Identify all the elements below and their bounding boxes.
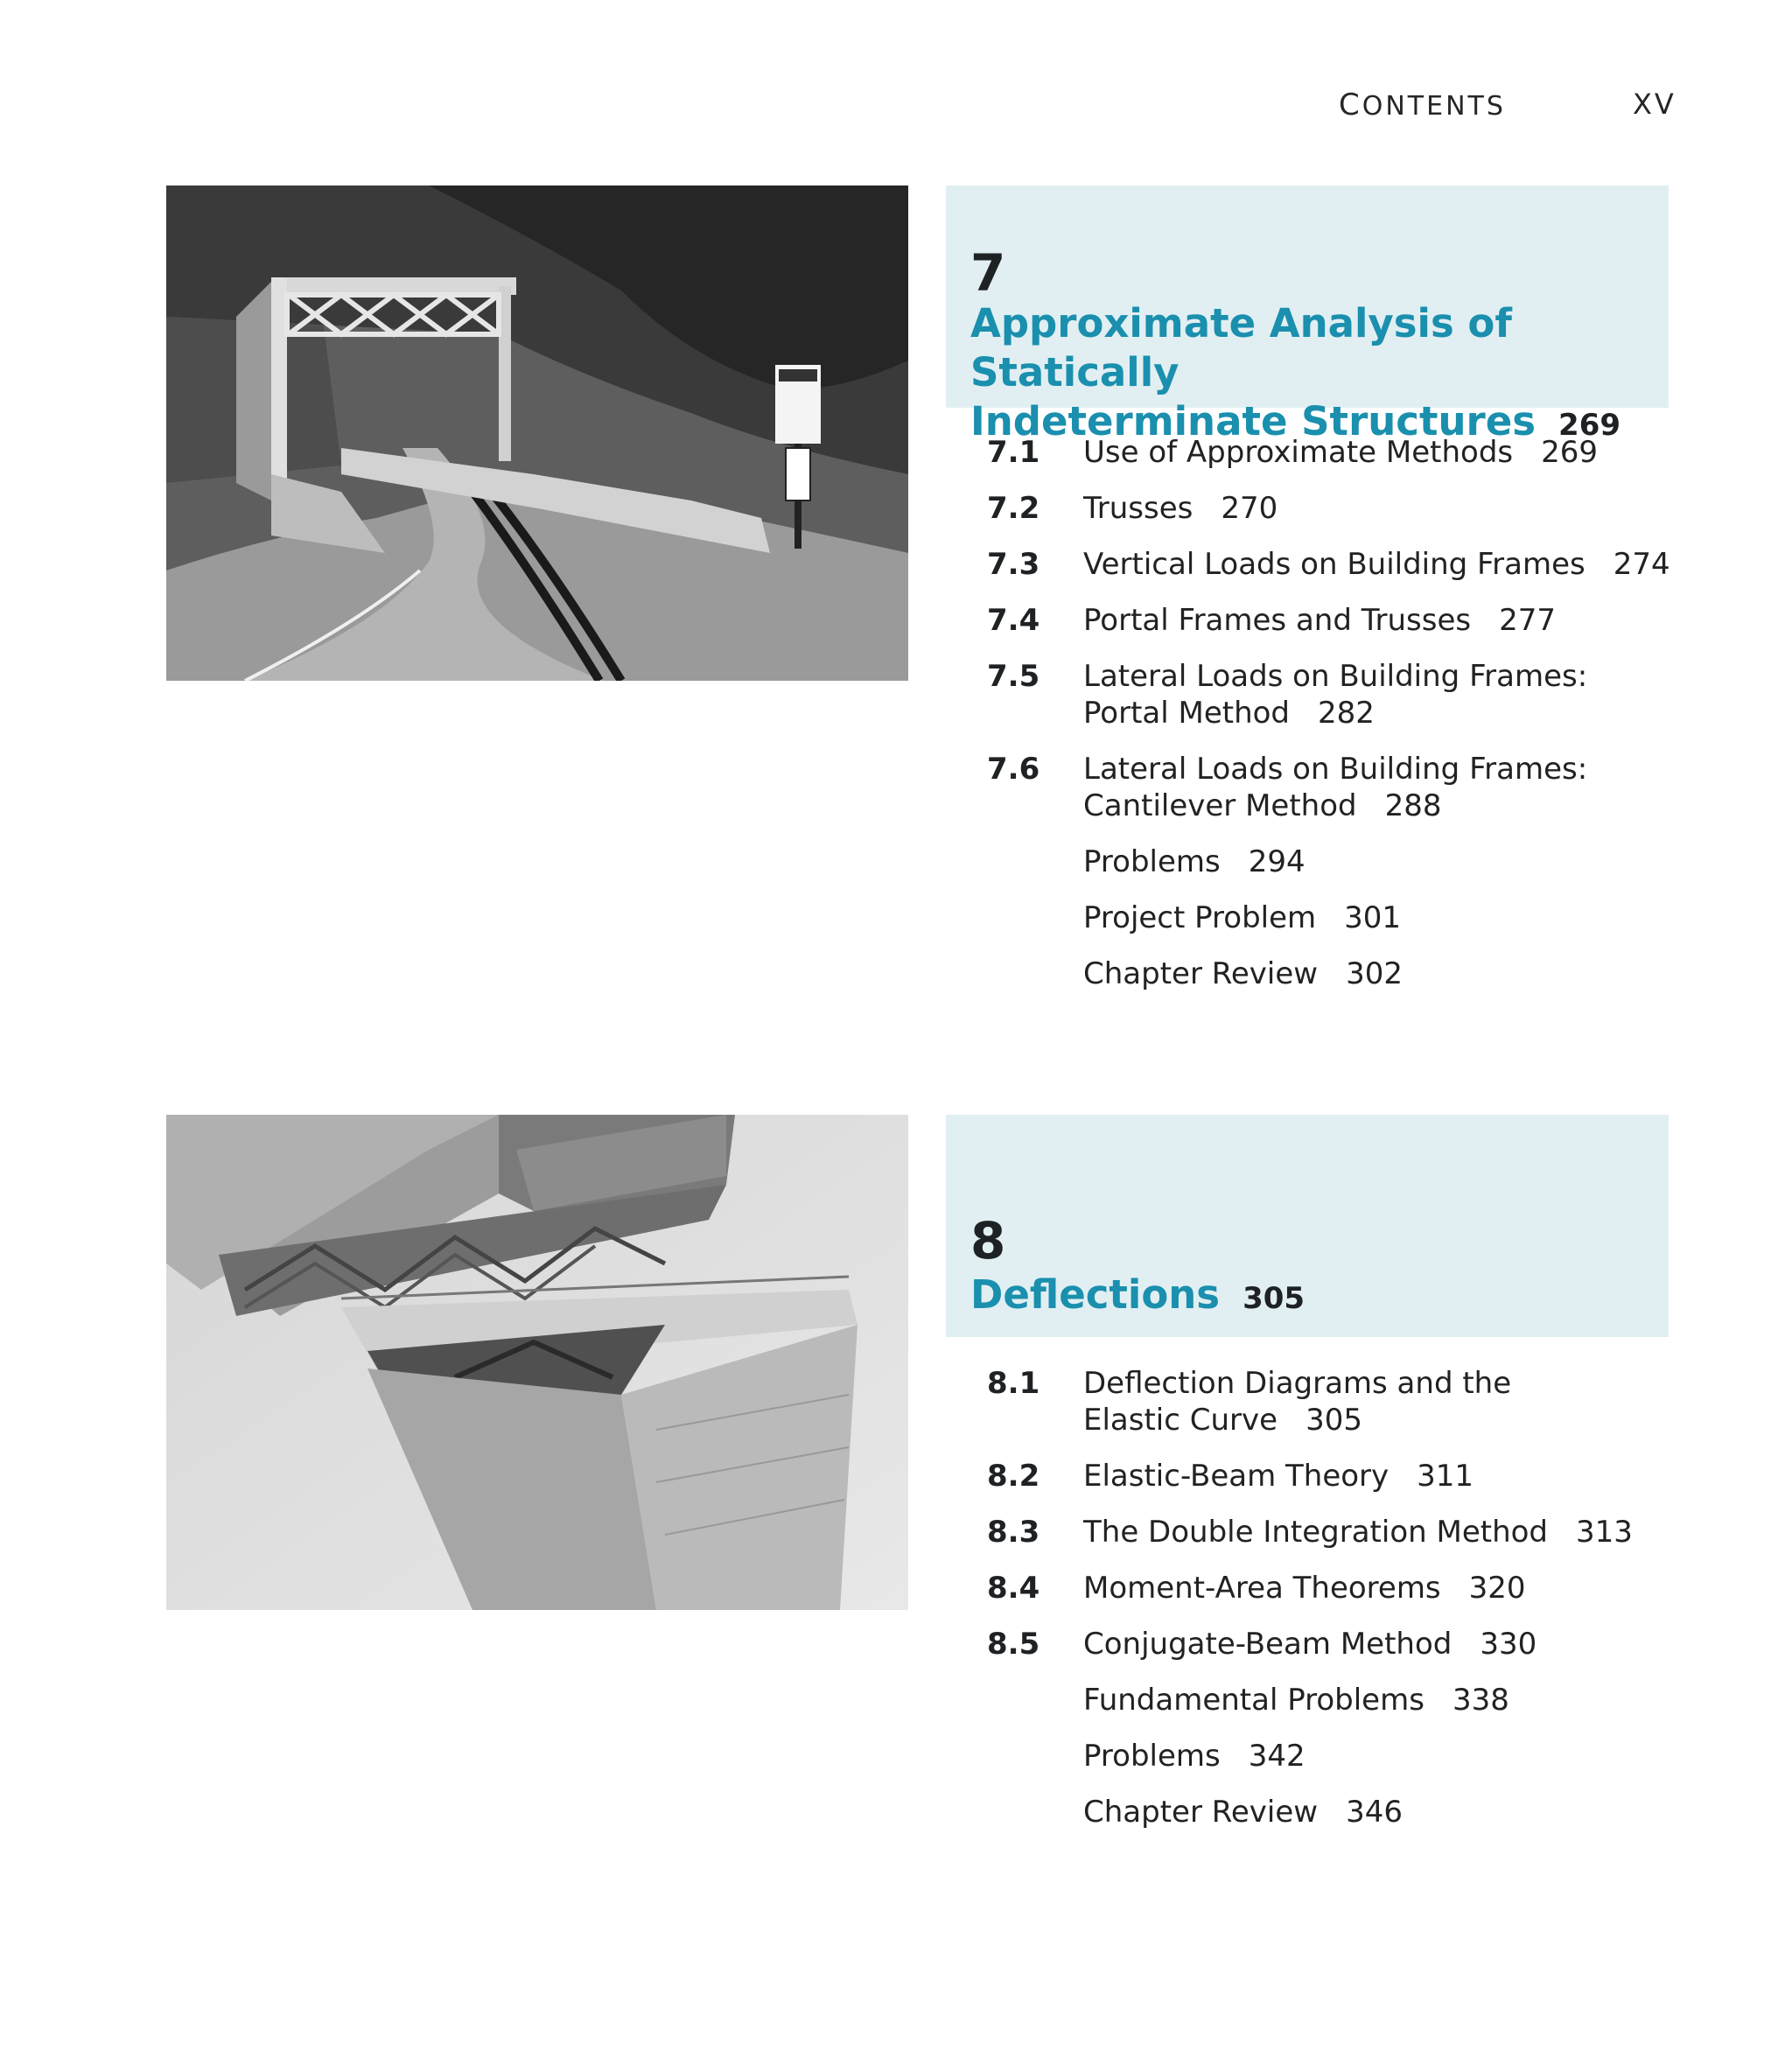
chapter-title-line1: Approximate Analysis of Statically xyxy=(970,300,1512,396)
section-title: Deflection Diagrams and the Elastic Curve 305 xyxy=(1083,1366,1512,1438)
section-number: 7.6 xyxy=(987,752,1040,787)
toc-entry-7-1[interactable] xyxy=(987,434,1670,471)
chapter-7-header xyxy=(946,186,1669,444)
section-page: 294 xyxy=(1248,844,1306,879)
toc-entry-7-chapter-review[interactable] xyxy=(987,956,1670,992)
chapter-page: 269 xyxy=(1558,408,1621,443)
section-title: Trusses 270 xyxy=(1083,491,1278,526)
section-number: 8.2 xyxy=(987,1459,1040,1494)
section-title: The Double Integration Method 313 xyxy=(1083,1515,1633,1550)
chapter-number: 8 xyxy=(970,1211,1006,1270)
section-page: 302 xyxy=(1346,956,1403,991)
toc-entry-8-problems[interactable] xyxy=(987,1738,1670,1774)
chapter-8-header xyxy=(946,1115,1669,1337)
chapter-title-line1: Deflections xyxy=(970,1271,1221,1318)
section-number: 7.1 xyxy=(987,435,1040,470)
section-title: Project Problem 301 xyxy=(1083,900,1402,935)
section-title: Vertical Loads on Building Frames 274 xyxy=(1083,547,1670,582)
concrete-pier-illustration xyxy=(166,1115,908,1610)
chapter-7-section-list xyxy=(987,434,1670,1012)
section-page: 270 xyxy=(1221,491,1278,526)
chapter-title-line2: Indeterminate Structures xyxy=(970,398,1536,444)
section-page: 311 xyxy=(1417,1459,1474,1494)
section-page: 346 xyxy=(1346,1795,1403,1830)
section-title: Lateral Loads on Building Frames: Cantilever Method 288 xyxy=(1083,752,1588,823)
section-title: Chapter Review 302 xyxy=(1083,956,1403,991)
section-number: 8.4 xyxy=(987,1571,1040,1606)
section-number: 7.5 xyxy=(987,659,1040,694)
section-page: 277 xyxy=(1499,603,1556,638)
section-page: 313 xyxy=(1576,1515,1633,1550)
toc-entry-8-2[interactable] xyxy=(987,1458,1670,1494)
toc-entry-8-5[interactable] xyxy=(987,1626,1670,1662)
section-title: Problems 342 xyxy=(1083,1739,1306,1774)
section-page: 305 xyxy=(1306,1403,1362,1438)
chapter-number: 7 xyxy=(970,243,1006,303)
section-title: Portal Frames and Trusses 277 xyxy=(1083,603,1556,638)
section-page: 301 xyxy=(1344,900,1402,935)
section-page: 330 xyxy=(1480,1627,1537,1662)
section-title: Conjugate-Beam Method 330 xyxy=(1083,1627,1537,1662)
section-number: 7.3 xyxy=(987,547,1040,582)
chapter-8-section-list xyxy=(987,1365,1670,1850)
truss-bridge-illustration xyxy=(166,186,908,681)
chapter-page: 305 xyxy=(1242,1281,1306,1316)
toc-entry-8-3[interactable] xyxy=(987,1514,1670,1550)
chapter-title[interactable] xyxy=(970,1270,1662,1323)
section-title: Fundamental Problems 338 xyxy=(1083,1683,1509,1718)
section-number: 8.5 xyxy=(987,1627,1040,1662)
truss-bridge-photo xyxy=(166,186,908,681)
chapter-title[interactable] xyxy=(970,299,1662,450)
toc-entry-7-4[interactable] xyxy=(987,602,1670,639)
page-number: XV xyxy=(1633,88,1676,121)
toc-entry-8-chapter-review[interactable] xyxy=(987,1794,1670,1830)
toc-entry-7-6[interactable] xyxy=(987,751,1670,824)
section-page: 269 xyxy=(1541,435,1599,470)
section-title: Problems 294 xyxy=(1083,844,1306,879)
section-title: Elastic-Beam Theory 311 xyxy=(1083,1459,1474,1494)
toc-entry-8-4[interactable] xyxy=(987,1570,1670,1606)
toc-entry-8-fundamental-problems[interactable] xyxy=(987,1682,1670,1718)
section-page: 338 xyxy=(1452,1683,1509,1718)
section-page: 320 xyxy=(1468,1571,1526,1606)
section-title: Chapter Review 346 xyxy=(1083,1795,1403,1830)
section-title: Lateral Loads on Building Frames: Portal Method 282 xyxy=(1083,659,1588,731)
toc-entry-7-project-problem[interactable] xyxy=(987,900,1670,936)
running-head-initial: C xyxy=(1339,88,1362,122)
section-page: 288 xyxy=(1384,788,1442,823)
section-title: Moment-Area Theorems 320 xyxy=(1083,1571,1526,1606)
toc-entry-7-3[interactable] xyxy=(987,546,1670,583)
toc-entry-8-1[interactable] xyxy=(987,1365,1670,1438)
section-number: 7.2 xyxy=(987,491,1040,526)
section-title: Use of Approximate Methods 269 xyxy=(1083,435,1599,470)
section-page: 274 xyxy=(1613,547,1670,582)
section-number: 8.1 xyxy=(987,1366,1040,1401)
running-head xyxy=(1339,88,1506,122)
section-number: 8.3 xyxy=(987,1515,1040,1550)
toc-entry-7-2[interactable] xyxy=(987,490,1670,527)
section-page: 342 xyxy=(1248,1739,1306,1774)
concrete-pier-photo xyxy=(166,1115,908,1610)
section-number: 7.4 xyxy=(987,603,1040,638)
section-page: 282 xyxy=(1318,696,1375,731)
toc-entry-7-problems[interactable] xyxy=(987,844,1670,880)
toc-entry-7-5[interactable] xyxy=(987,658,1670,732)
running-head-rest: ONTENTS xyxy=(1362,91,1506,122)
